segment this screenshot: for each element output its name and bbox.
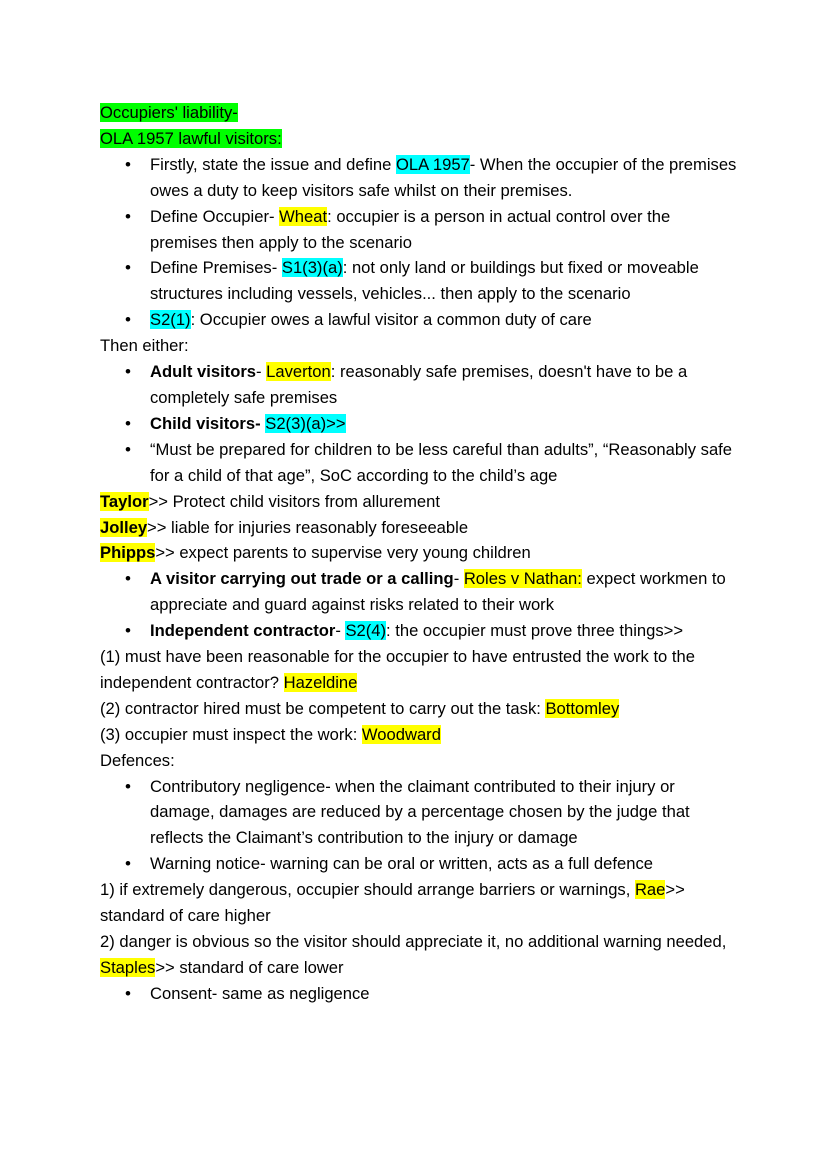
case-highlight: Staples [100,957,156,977]
case-highlight: Phipps [100,543,156,563]
list-item: • “Must be prepared for children to be less careful than adults”, “Reasonably safe for a child of that age”, SoC according to the child’s age [100,437,740,489]
final-list [100,981,740,1007]
list-item: • Child visitors- S2(3)(a)>> [100,411,740,437]
list-item: • Define Premises- S1(3)(a): not only land or buildings but fixed or moveable structures including vessels, vehicles... then apply to the scenario [100,255,740,307]
contractor-point: (1) must have been reasonable for the occupier to have entrusted the work to the independent contractor? Hazeldine [100,647,695,692]
defences-label: Defences: [100,750,175,770]
list-item: • Consent- same as negligence [100,981,740,1007]
list-item: • Contributory negligence- when the claimant contributed to their injury or damage, damages are reduced by a percentage chosen by the judge that reflects the Claimant’s contribution to the injury or damage [100,774,740,852]
statute-highlight: S2(3)(a)>> [265,413,346,433]
warning-point: 1) if extremely dangerous, occupier should arrange barriers or warnings, Rae>> standard of care higher [100,880,685,926]
case-highlight: Wheat [279,206,328,226]
trade-list [100,566,740,644]
subtitle-heading: OLA 1957 lawful visitors: [100,128,282,148]
case-highlight: Roles v Nathan: [463,569,582,589]
notes-body [100,100,740,1007]
case-line: Phipps>> expect parents to supervise very young children [100,543,531,563]
defence-list [100,774,740,878]
case-line: Jolley>> liable for injuries reasonably foreseeable [100,517,469,537]
list-item: • S2(1): Occupier owes a lawful visitor a common duty of care [100,307,740,333]
case-highlight: Laverton [266,362,331,382]
case-highlight: Hazeldine [283,672,358,692]
contractor-point: (2) contractor hired must be competent to carry out the task: Bottomley [100,698,620,718]
list-item: • A visitor carrying out trade or a calling- Roles v Nathan: expect workmen to appreciate and guard against risks related to their work [100,566,740,618]
statute-highlight: S2(4) [345,621,387,641]
list-item: • Independent contractor- S2(4): the occupier must prove three things>> [100,618,740,644]
list-item: • Firstly, state the issue and define OLA 1957- When the occupier of the premises owes a duty to keep visitors safe whilst on their premises. [100,152,740,204]
case-highlight: Woodward [361,724,441,744]
list-item: • Warning notice- warning can be oral or written, acts as a full defence [100,851,740,877]
title-heading: Occupiers' liability- [100,103,238,122]
warning-point: 2) danger is obvious so the visitor should appreciate it, no additional warning needed, Staples>> standard of care lower [100,932,727,977]
intro-list [100,152,740,333]
list-item: • Adult visitors- Laverton: reasonably safe premises, doesn't have to be a completely safe premises [100,359,740,411]
title-line [100,100,740,126]
list-item: • Define Occupier- Wheat: occupier is a person in actual control over the premises then apply to the scenario [100,204,740,256]
statute-highlight: OLA 1957 [395,154,470,174]
case-highlight: Taylor [100,491,149,511]
case-highlight: Rae [634,880,666,900]
subtitle-line [100,126,740,152]
case-highlight: Jolley [100,517,148,537]
visitor-list [100,359,740,489]
then-either-line: Then either: [100,336,189,356]
case-highlight: Bottomley [545,698,620,718]
contractor-point: (3) occupier must inspect the work: Woodward [100,724,441,744]
statute-highlight: S2(1) [150,310,191,330]
case-line: Taylor>> Protect child visitors from allurement [100,491,440,511]
statute-highlight: S1(3)(a) [281,258,343,278]
